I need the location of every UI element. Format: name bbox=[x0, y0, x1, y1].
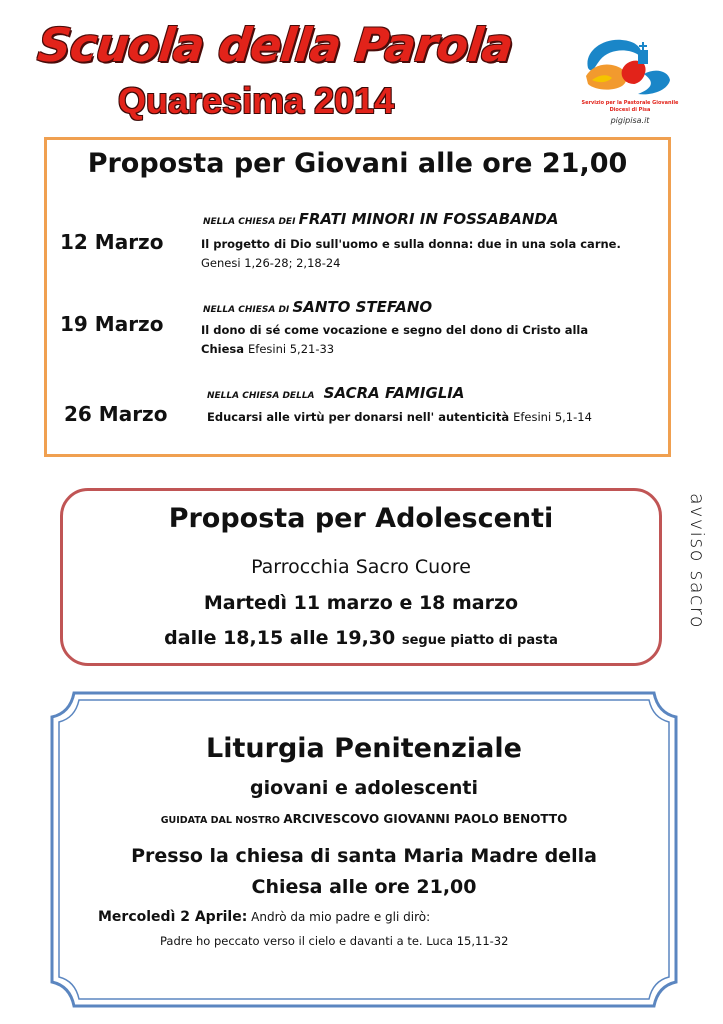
event-3-reference: Efesini 5,1-14 bbox=[513, 410, 592, 424]
event-2-location bbox=[203, 298, 432, 316]
liturgy-guide-prefix: GUIDATA DAL NOSTRO bbox=[160, 815, 280, 826]
liturgy-text1: Andrò da mio padre e gli dirò: bbox=[251, 910, 431, 924]
liturgy-guide-name: ARCIVESCOVO GIOVANNI PAOLO BENOTTO bbox=[283, 812, 568, 826]
adolescents-time: dalle 18,15 alle 19,30 bbox=[164, 627, 396, 649]
event-1-description: Il progetto di Dio sull'uomo e sulla donna: due in una sola carne. bbox=[201, 237, 621, 251]
logo-caption-line1: Servizio per la Pastorale Giovanile bbox=[581, 100, 679, 106]
side-note-text: avviso sacro bbox=[686, 493, 708, 629]
event-2-description-cont bbox=[201, 342, 334, 356]
pastorale-logo-icon bbox=[582, 30, 674, 100]
poster-subtitle: Quaresima 2014 bbox=[118, 80, 395, 121]
liturgy-day: Mercoledì 2 Aprile: bbox=[98, 909, 248, 925]
event-1-prefix: NELLA CHIESA DEI bbox=[203, 217, 296, 227]
adolescents-note: segue piatto di pasta bbox=[401, 633, 558, 648]
event-2-description: Il dono di sé come vocazione e segno del dono di Cristo alla bbox=[201, 323, 589, 337]
event-3-location bbox=[207, 384, 465, 402]
liturgy-date-line bbox=[98, 909, 430, 925]
liturgy-place-line1: Presso la chiesa di santa Maria Madre della bbox=[131, 845, 597, 867]
event-2-description-line2: Chiesa bbox=[201, 342, 244, 356]
event-2-place: SANTO STEFANO bbox=[292, 298, 433, 316]
adolescents-place: Parrocchia Sacro Cuore bbox=[251, 556, 471, 578]
liturgy-place-line2: Chiesa alle ore 21,00 bbox=[251, 876, 477, 898]
event-3-description-line bbox=[207, 410, 592, 424]
event-2-prefix: NELLA CHIESA DI bbox=[203, 305, 290, 315]
logo-url: pigipisa.it bbox=[610, 116, 650, 125]
liturgy-text2: Padre ho peccato verso il cielo e davanti a te. Luca 15,11-32 bbox=[160, 934, 509, 948]
event-1-place: FRATI MINORI IN FOSSABANDA bbox=[298, 210, 559, 228]
event-1-location bbox=[203, 210, 558, 228]
adolescents-time-line bbox=[60, 627, 662, 649]
event-1-date: 12 Marzo bbox=[60, 230, 164, 254]
event-3-date: 26 Marzo bbox=[64, 402, 168, 426]
event-3-place: SACRA FAMIGLIA bbox=[323, 384, 465, 402]
liturgy-guide bbox=[46, 812, 682, 826]
event-3-prefix: NELLA CHIESA DELLA bbox=[207, 391, 315, 401]
liturgy-heading: Liturgia Penitenziale bbox=[206, 733, 522, 764]
avviso-sacro-vertical bbox=[681, 493, 711, 705]
event-2-date: 19 Marzo bbox=[60, 312, 164, 336]
event-1-reference: Genesi 1,26-28; 2,18-24 bbox=[201, 256, 341, 270]
liturgy-subheading: giovani e adolescenti bbox=[250, 777, 478, 799]
event-3-description: Educarsi alle virtù per donarsi nell' autenticità bbox=[207, 410, 510, 424]
adolescents-heading: Proposta per Adolescenti bbox=[168, 503, 554, 534]
logo-caption-line2: Diocesi di Pisa bbox=[609, 107, 651, 113]
adolescents-dates: Martedì 11 marzo e 18 marzo bbox=[203, 592, 519, 614]
youth-heading: Proposta per Giovani alle ore 21,00 bbox=[87, 148, 628, 179]
poster-title: Scuola della Parola bbox=[35, 18, 516, 72]
event-2-reference: Efesini 5,21-33 bbox=[248, 342, 335, 356]
